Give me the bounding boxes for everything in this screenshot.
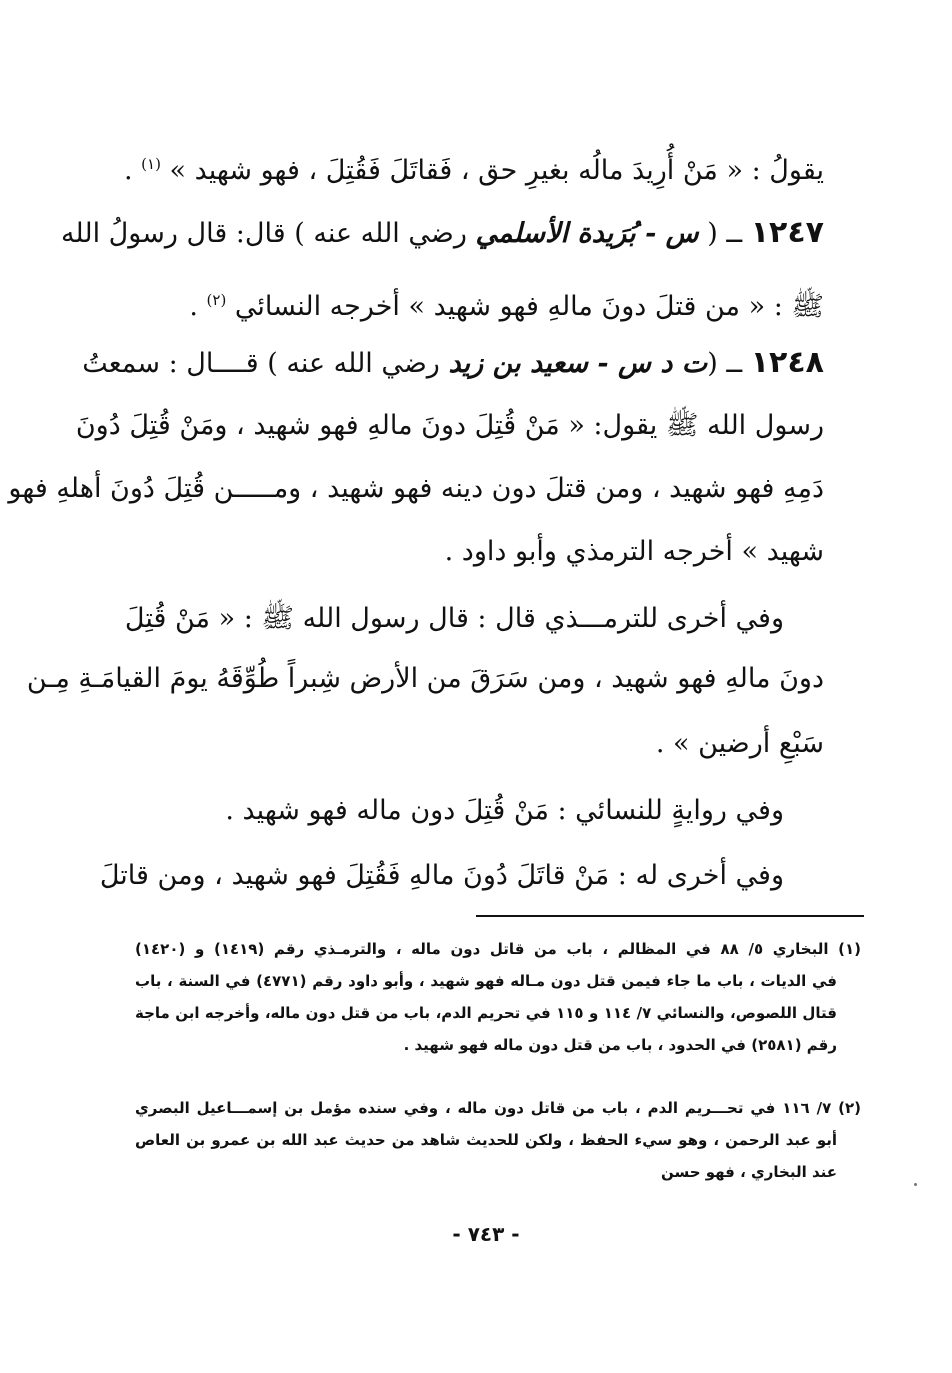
- hadith-number: ١٢٤٨: [750, 345, 824, 380]
- narrator-name: س - بُرَيدة الأسلمي: [475, 218, 699, 249]
- footnote-divider: [476, 915, 864, 917]
- text-line-9: دونَ مالهِ فهو شهيد ، ومن سَرَقَ من الأرض شِبراً طُوِّقَهُ يومَ القيامَـةِ مِـن: [26, 663, 824, 694]
- line-text: يقولُ : « مَنْ أُرِيدَ مالُه بغيرِ حق ، فَقاتَلَ فَقُتِلَ ، فهو شهيد »: [160, 155, 824, 186]
- text-line-6: دَمِهِ فهو شهيد ، ومن قتلَ دون دينه فهو شهيد ، ومـــــن قُتِلَ دُونَ أهلهِ فهو: [8, 473, 824, 504]
- footnote-ref-2[interactable]: (٢): [206, 291, 227, 309]
- text-line-8: وفي أخرى للترمـــذي قال : قال رسول الله ﷺ : « مَنْ قُتِلَ: [124, 603, 784, 634]
- text-line-12: وفي أخرى له : مَنْ قاتَلَ دُونَ مالهِ فَقُتِلَ فهو شهيد ، ومن قاتلَ: [99, 860, 784, 891]
- text-line-10: سَبْعِ أرضين » .: [655, 728, 824, 759]
- narrator-name: ت د س - سعيد بن زيد: [448, 348, 708, 379]
- line-text: ــ (: [698, 218, 751, 249]
- text-line-3: [138, 280, 824, 327]
- page-number: - ٧٤٣ -: [452, 1222, 520, 1246]
- line-tail: .: [189, 291, 207, 322]
- footnote-1-line-1: (١) البخاري ٥/ ٨٨ في المظالم ، باب من قاتل دون ماله ، والترمـذي رقم (١٤١٩) و (١٤٢٠): [135, 940, 862, 958]
- hadith-number: ١٢٤٧: [750, 215, 824, 250]
- line-text: ﷺ : « من قتلَ دونَ مالهِ فهو شهيد » أخرجه النسائي: [226, 291, 824, 322]
- hadith-1248-header: [82, 343, 824, 384]
- text-line-7: شهيد » أخرجه الترمذي وأبو داود .: [444, 536, 824, 567]
- footnote-1-line-4: رقم (٢٥٨١) في الحدود ، باب من قتل دون ماله فهو شهيد .: [403, 1036, 837, 1054]
- footnote-2-line-3: عند البخاري ، فهو حسن: [660, 1163, 837, 1181]
- text-line-1: [123, 144, 824, 191]
- footnote-1-line-2: في الديات ، باب ما جاء فيمن قتل دون مـاله فهو شهيد ، وأبو داود رقم (٤٧٧١) في السنة ، باب: [135, 972, 837, 990]
- footnote-ref-1[interactable]: (١): [141, 155, 161, 173]
- footnote-1-line-3: قتال اللصوص، والنسائي ٧/ ١١٤ و ١١٥ في تحريم الدم، باب من قتل دون ماله، وأخرجه ابن ماجة: [135, 1004, 837, 1022]
- margin-mark: [914, 1183, 917, 1186]
- hadith-1247-header: [60, 213, 824, 254]
- text-line-5: رسول الله ﷺ يقول: « مَنْ قُتِلَ دونَ مالهِ فهو شهيد ، ومَنْ قُتِلَ دُونَ: [75, 410, 824, 441]
- line-text: ــ (: [707, 348, 751, 379]
- line-text: رضي الله عنه ) قال: قال رسولُ الله: [60, 218, 476, 249]
- line-tail: .: [123, 155, 142, 186]
- footnote-2-line-2: أبو عبد الرحمن ، وهو سيء الحفظ ، ولكن للحديث شاهد من حديث عبد الله بن عمرو بن العاص: [135, 1131, 837, 1149]
- footnote-2-line-1: (٢) ٧/ ١١٦ في تحـــريم الدم ، باب من قاتل دون ماله ، وفي سنده مؤمل بن إسمـــاعيل البصري: [135, 1099, 862, 1117]
- text-line-11: وفي روايةٍ للنسائي : مَنْ قُتِلَ دون ماله فهو شهيد .: [225, 795, 784, 826]
- line-text: رضي الله عنه ) قــــال : سمعتُ: [82, 348, 449, 379]
